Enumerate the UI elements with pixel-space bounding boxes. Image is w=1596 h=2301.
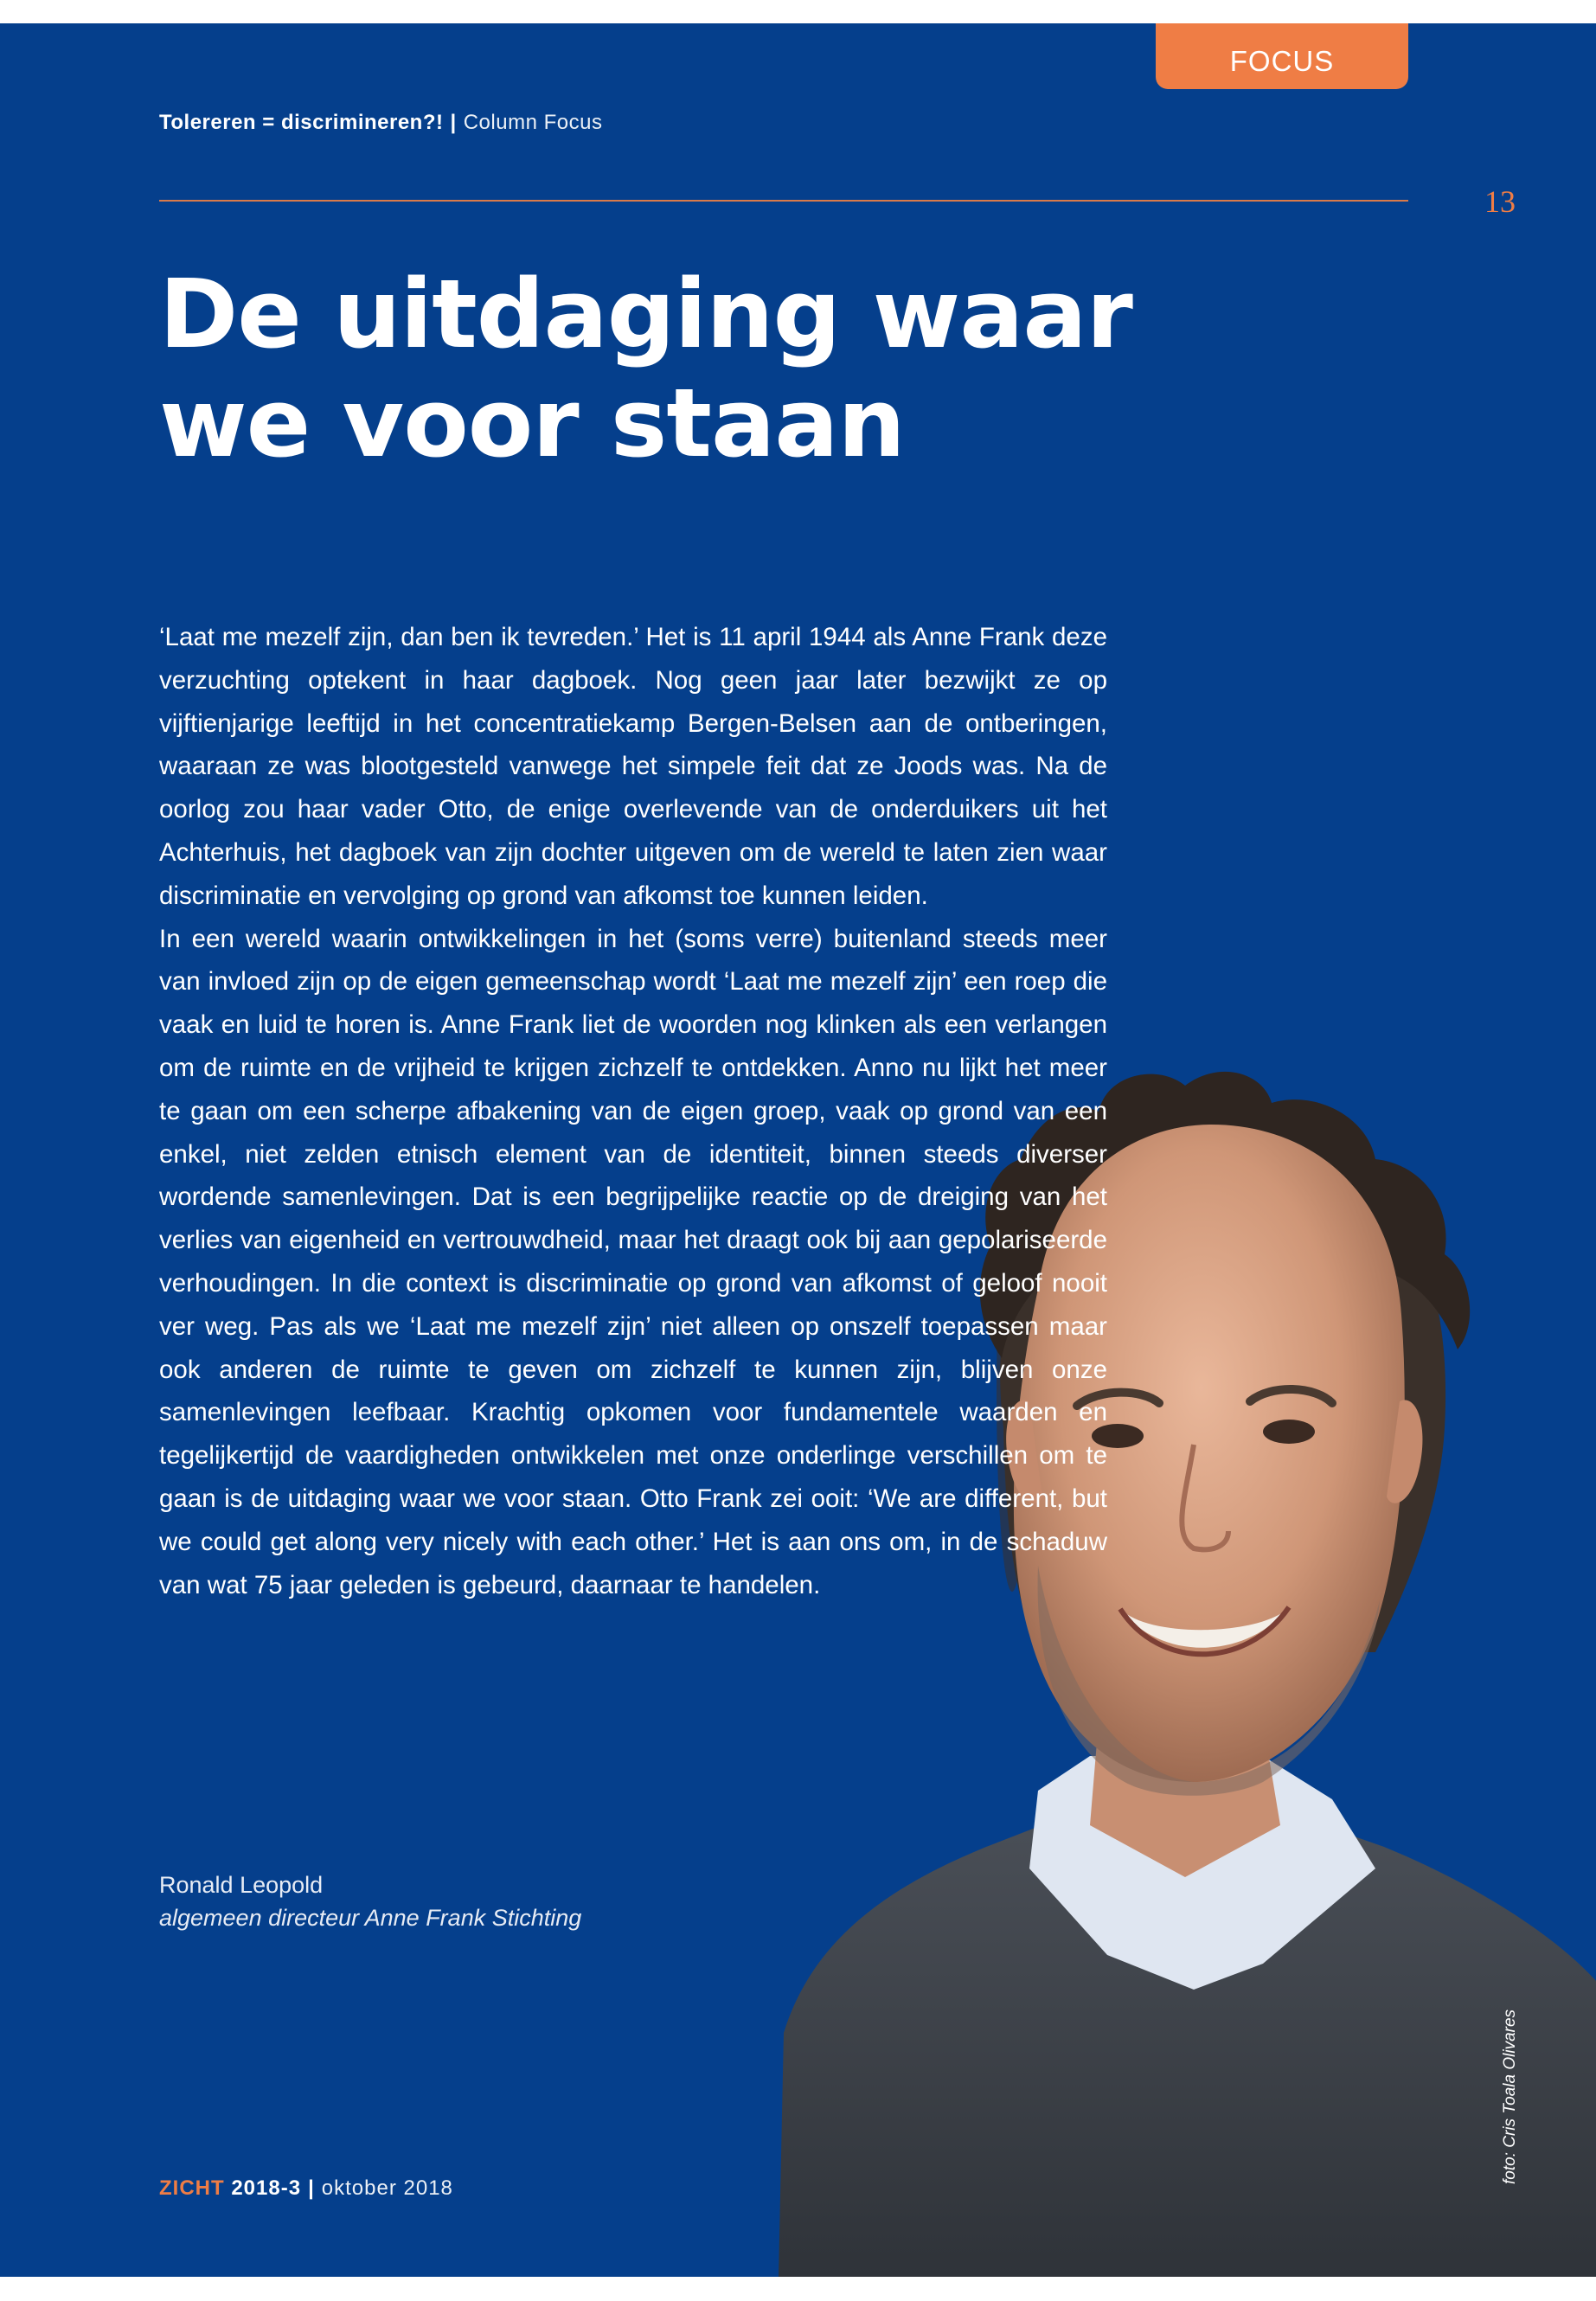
running-head-title: Tolereren = discrimineren?! [159,111,444,134]
paragraph: ‘Laat me mezelf zijn, dan ben ik tevreden.’ Het is 11 april 1944 als Anne Frank deze verzuchting optekent in haar dagboek. Nog geen jaar later bezwijkt ze op vijftienjarige leeftijd in het concentratiekamp Bergen-Belsen aan de ontberingen, waaraan ze was blootgesteld vanwege het simpele feit dat ze Joods was. Na de oorlog zou haar vader Otto, de enige overlevende van de onderduikers uit het Achterhuis, het dagboek van zijn dochter uitgeven om de wereld te laten zien waar discriminatie en vervolging op grond van afkomst toe kunnen leiden. [159,623,1107,910]
page-number: 13 [1484,184,1516,219]
footer [159,2176,453,2201]
running-head-section: Column Focus [463,111,603,134]
footer-separator: | [308,2176,315,2200]
article-body [159,616,1107,1606]
running-head [159,111,602,135]
section-tab: FOCUS [1156,23,1408,89]
running-head-separator: | [450,111,457,134]
footer-date: oktober 2018 [321,2176,453,2200]
byline [159,1868,581,1934]
headline: De uitdaging waar we voor staan [159,259,1132,478]
author-name: Ronald Leopold [159,1872,324,1898]
footer-issue: 2018-3 [231,2176,302,2200]
header-rule [159,200,1408,202]
photo-credit: foto: Cris Toala Olivares [1501,2009,1519,2184]
author-role: algemeen directeur Anne Frank Stichting [159,1905,582,1931]
paragraph: In een wereld waarin ontwikkelingen in het (soms verre) buitenland steeds meer van invloed zijn op de eigen gemeenschap wordt ‘Laat me mezelf zijn’ een roep die vaak en luid te horen is. Anne Frank liet de woorden nog klinken als een verlangen om de ruimte en de vrijheid te krijgen zichzelf te ontdekken. Anno nu lijkt het meer te gaan om een scherpe afbakening van de eigen groep, vaak op grond van een enkel, niet zelden etnisch element van de identiteit, binnen steeds diverser wordende samenlevingen. Dat is een begrijpelijke reactie op de dreiging van het verlies van eigenheid en vertrouwdheid, maar het draagt ook bij aan gepolariseerde verhoudingen. In die context is discriminatie op grond van afkomst of geloof nooit ver weg. Pas als we ‘Laat me mezelf zijn’ niet alleen op onszelf toepassen maar ook anderen de ruimte te geven om zichzelf te kunnen zijn, blijven onze samenlevingen leefbaar. Krachtig opkomen voor fundamentele waarden en tegelijkertijd de vaardigheden ontwikkelen met onze onderlinge verschillen om te gaan is de uitdaging waar we voor staan. Otto Frank zei ooit: ‘We are different, but we could get along very nicely with each other.’ Het is aan ons om, in de schaduw van wat 75 jaar geleden is gebeurd, daarnaar te handelen. [159,924,1107,1599]
footer-brand: ZICHT [159,2176,225,2200]
